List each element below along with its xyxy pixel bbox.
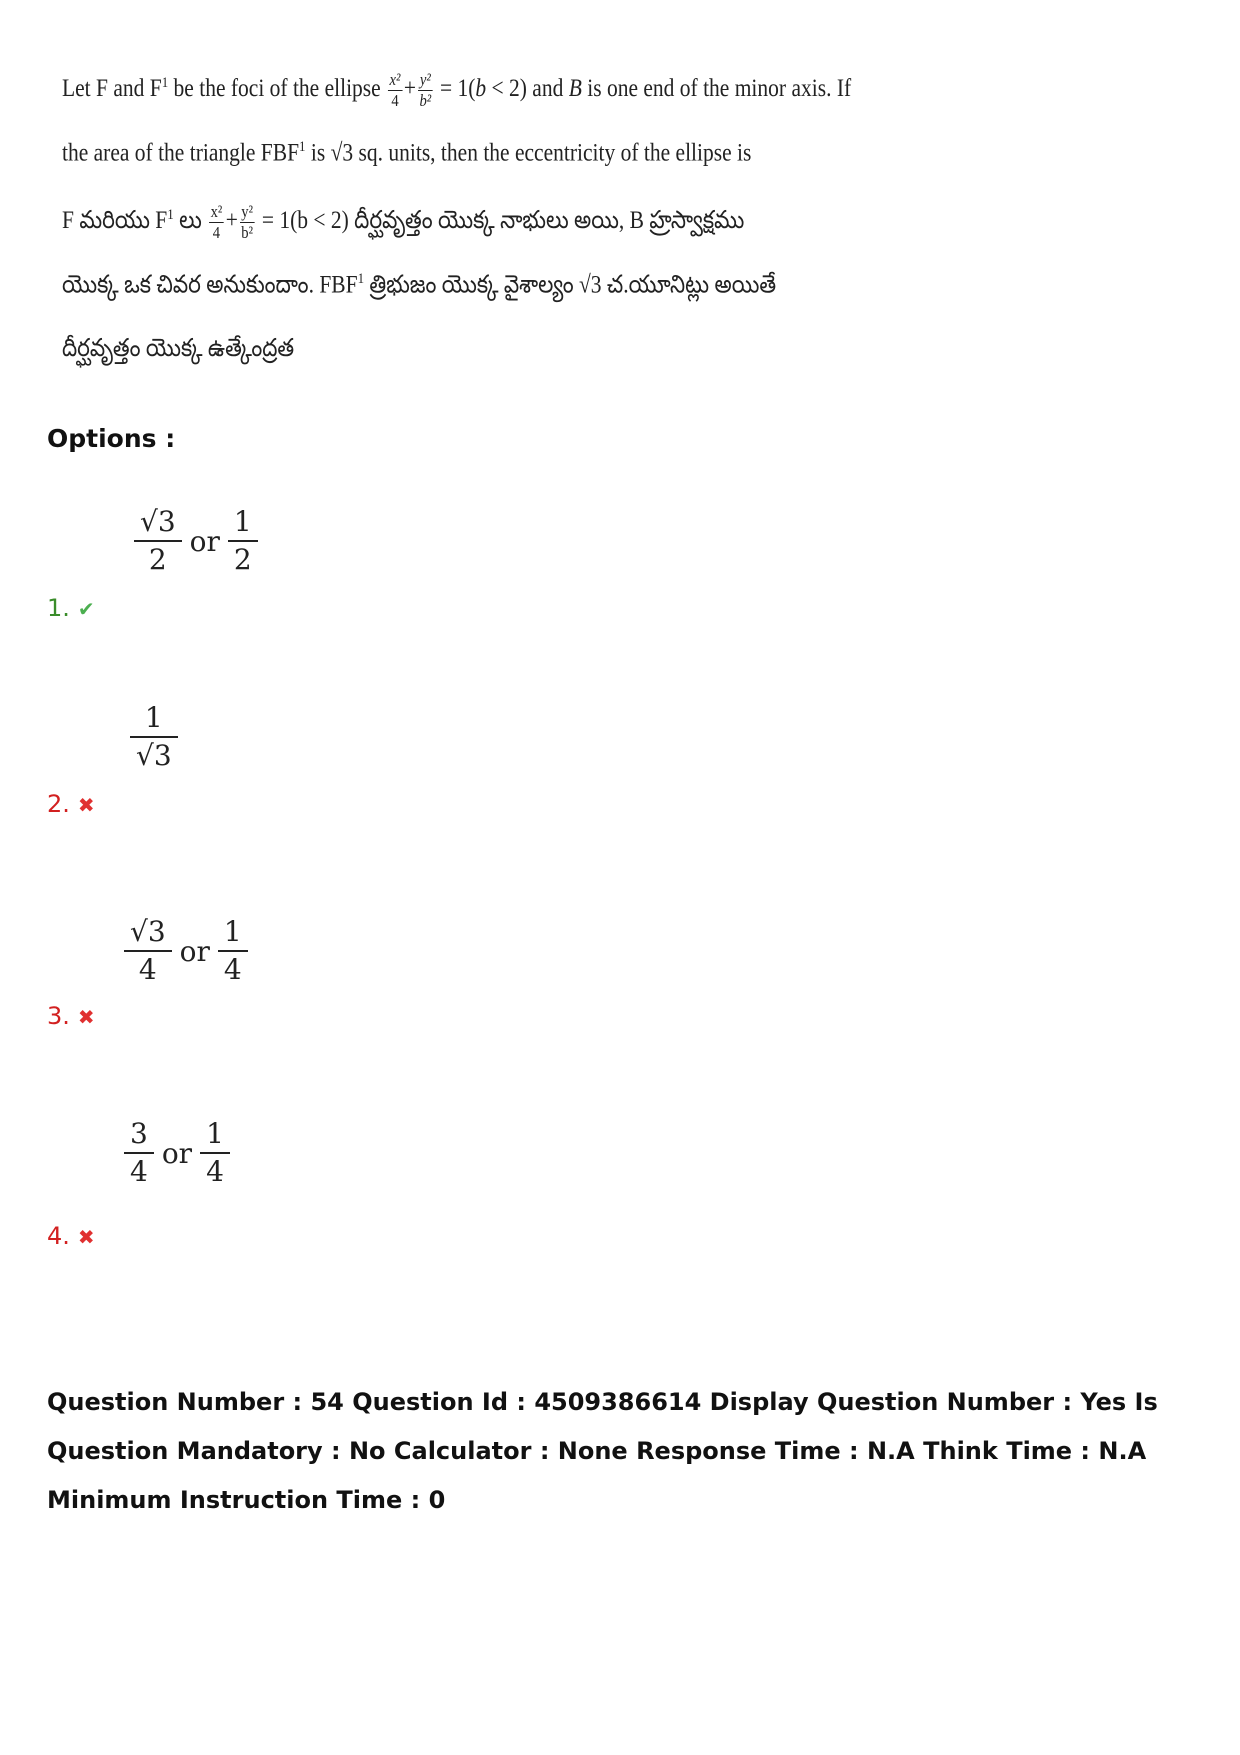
cross-icon: ✖ <box>77 1005 95 1029</box>
text: యొక్క ఒక చివర అనుకుందాం. FBF <box>62 271 358 299</box>
or-text: or <box>161 1136 193 1170</box>
fraction <box>209 202 224 243</box>
option-number: 1. <box>47 594 70 622</box>
text: the area of the triangle FBF <box>62 139 300 167</box>
superscript: 1 <box>299 139 306 155</box>
question-en-line-1 <box>62 70 851 111</box>
options-title: Options : <box>47 424 176 453</box>
option-2-math <box>130 700 178 774</box>
variable: b <box>475 75 487 103</box>
option-2-label <box>47 790 95 818</box>
numerator: 1 <box>130 700 178 738</box>
text: be the foci of the ellipse <box>168 75 387 103</box>
numerator: x² <box>389 70 401 89</box>
superscript: 1 <box>357 271 365 287</box>
numerator: y² <box>418 70 433 91</box>
option-3-label <box>47 1002 95 1030</box>
option-3-math <box>124 914 248 988</box>
numerator: √3 <box>124 914 172 952</box>
check-icon: ✔ <box>77 597 95 621</box>
fraction <box>228 504 258 578</box>
option-4-math <box>124 1116 230 1190</box>
denominator: 4 <box>138 953 157 986</box>
denominator: 4 <box>212 223 221 242</box>
numerator: 3 <box>124 1116 154 1154</box>
option-number: 2. <box>47 790 70 818</box>
fraction <box>240 202 255 243</box>
fraction <box>218 914 248 988</box>
text: = 1( <box>434 75 476 103</box>
denominator: 4 <box>391 91 399 110</box>
or-text: or <box>189 524 220 558</box>
option-4-label <box>47 1222 95 1250</box>
variable: B <box>568 75 582 103</box>
numerator: 1 <box>228 504 258 542</box>
fraction <box>130 700 178 774</box>
text: F మరియు F <box>62 207 168 235</box>
question-te-line-1 <box>62 202 744 243</box>
question-metadata: Question Number : 54 Question Id : 4509386614 Display Question Number : Yes Is Question Mandatory : No Calculator : None Response Time : N.A Think Time : N.A Minimum Instruction Time : 0 <box>47 1388 1158 1514</box>
cross-icon: ✖ <box>77 1225 95 1249</box>
denominator: 4 <box>206 1155 224 1188</box>
text: లు <box>173 207 208 235</box>
denominator: 2 <box>148 543 167 576</box>
denominator: b² <box>419 91 432 110</box>
denominator: 4 <box>223 953 242 986</box>
numerator: 1 <box>218 914 248 952</box>
plus-sign: + <box>225 207 238 235</box>
option-number: 3. <box>47 1002 70 1030</box>
text: = 1(b < 2) దీర్ఘవృత్తం యొక్క నాభులు అయి, B హ్రస్వాక్షము <box>256 207 745 235</box>
fraction <box>388 70 402 111</box>
option-number: 4. <box>47 1222 70 1250</box>
numerator: √3 <box>134 504 182 542</box>
text: is √3 sq. units, then the eccentricity of the ellipse is <box>305 139 752 167</box>
numerator: x² <box>210 202 223 221</box>
numerator: y² <box>241 202 254 221</box>
option-1-math <box>134 504 258 578</box>
question-te-line-3: దీర్ఘవృత్తం యొక్క ఉత్కేంద్రత <box>62 335 295 362</box>
superscript: 1 <box>161 74 169 91</box>
question-te-line-2 <box>62 272 776 297</box>
fraction <box>134 504 182 578</box>
plus-sign: + <box>403 75 416 103</box>
superscript: 1 <box>167 206 174 223</box>
text: త్రిభుజం యొక్క వైశాల్యం √3 చ.యూనిట్లు అయితే <box>364 271 777 299</box>
text: Let F and F <box>62 75 162 103</box>
option-1-label <box>47 594 95 622</box>
denominator: √3 <box>136 739 172 772</box>
text: is one end of the minor axis. If <box>581 75 852 103</box>
cross-icon: ✖ <box>77 793 95 817</box>
text: < 2) and <box>486 75 569 103</box>
question-en-line-2 <box>62 140 751 165</box>
numerator: 1 <box>200 1116 230 1154</box>
denominator: b² <box>241 223 254 242</box>
denominator: 2 <box>233 543 252 576</box>
denominator: 4 <box>130 1155 148 1188</box>
fraction <box>124 914 172 988</box>
or-text: or <box>179 934 210 968</box>
fraction <box>124 1116 154 1190</box>
fraction <box>418 70 433 111</box>
fraction <box>200 1116 230 1190</box>
